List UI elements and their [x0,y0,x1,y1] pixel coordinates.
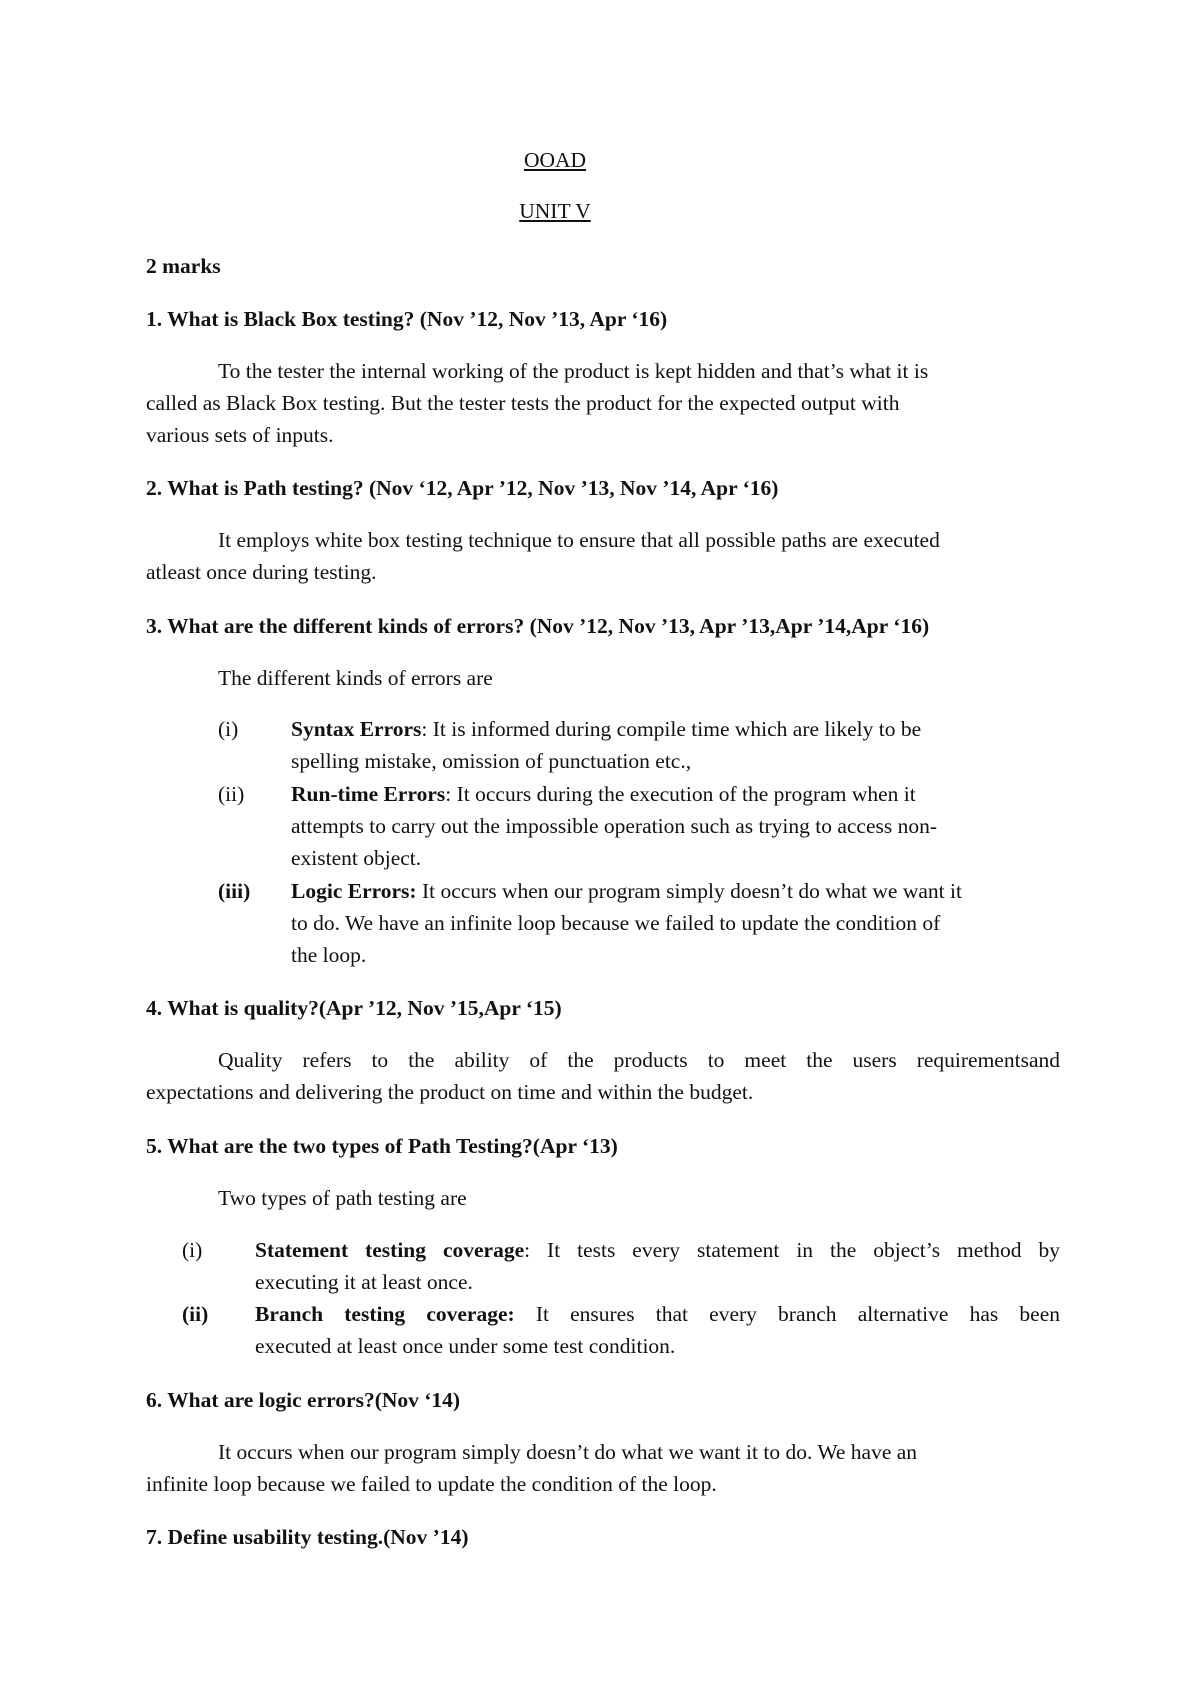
list-item-text: existent object. [291,846,422,870]
question-4: 4. What is quality?(Apr ’12, Nov ’15,Apr ‘15) [146,996,562,1020]
question-5: 5. What are the two types of Path Testing?(Apr ‘13) [146,1134,618,1158]
list-item-text: the loop. [291,943,367,967]
list-item-text: It ensures that every branch alternative has been [514,1302,1060,1326]
list-item-text: : It tests every statement in the object’s method by [524,1238,1060,1262]
list-item-term: Statement testing coverage [255,1238,525,1262]
list-item-term: Logic Errors: [291,879,417,903]
answer-5-intro: Two types of path testing are [218,1186,467,1210]
list-item-number: (i) [182,1238,203,1262]
answer-4-line-1: Quality refers to the ability of the products to meet the users requirementsand [218,1048,1060,1072]
document-title: OOAD [523,148,587,172]
list-item-text: : It occurs during the execution of the program when it [445,782,916,806]
list-item-text: to do. We have an infinite loop because we failed to update the condition of [291,911,941,935]
question-2: 2. What is Path testing? (Nov ‘12, Apr ’12, Nov ’13, Nov ’14, Apr ‘16) [146,476,779,500]
list-item-text: spelling mistake, omission of punctuation etc., [291,749,692,773]
answer-1-line-3: various sets of inputs. [146,423,334,447]
answer-2-line-1: It employs white box testing technique to ensure that all possible paths are executed [218,528,940,552]
list-item [255,1237,1060,1263]
list-item-text: executing it at least once. [255,1270,473,1294]
list-item-text: attempts to carry out the impossible operation such as trying to access non- [291,814,938,838]
answer-2-line-2: atleast once during testing. [146,560,377,584]
answer-1-line-2: called as Black Box testing. But the tester tests the product for the expected output with [146,391,900,415]
list-item-term: Syntax Errors [291,717,422,741]
list-item-text: It occurs when our program simply doesn’t do what we want it [416,879,962,903]
answer-1-line-1: To the tester the internal working of the product is kept hidden and that’s what it is [218,359,929,383]
list-item-number: (i) [218,717,239,741]
list-item [255,1301,1060,1327]
question-3: 3. What are the different kinds of errors? (Nov ’12, Nov ’13, Apr ’13,Apr ’14,Apr ‘16) [146,614,930,638]
list-item-text: : It is informed during compile time which are likely to be [421,717,922,741]
list-item [291,716,921,742]
list-item [291,878,962,904]
list-item-term: Run-time Errors [291,782,446,806]
list-item [291,781,916,807]
answer-6-line-2: infinite loop because we failed to update the condition of the loop. [146,1472,717,1496]
question-6: 6. What are logic errors?(Nov ‘14) [146,1388,461,1412]
section-heading: 2 marks [146,254,221,278]
question-1: 1. What is Black Box testing? (Nov ’12, Nov ’13, Apr ‘16) [146,307,668,331]
question-7: 7. Define usability testing.(Nov ’14) [146,1525,469,1549]
list-item-number: (iii) [218,879,251,903]
list-item-number: (ii) [182,1302,209,1326]
answer-6-line-1: It occurs when our program simply doesn’t do what we want it to do. We have an [218,1440,918,1464]
list-item-text: executed at least once under some test condition. [255,1334,676,1358]
answer-3-intro: The different kinds of errors are [218,666,493,690]
unit-heading: UNIT V [519,199,591,223]
answer-4-line-2: expectations and delivering the product on time and within the budget. [146,1080,754,1104]
list-item-number: (ii) [218,782,245,806]
list-item-term: Branch testing coverage: [255,1302,515,1326]
